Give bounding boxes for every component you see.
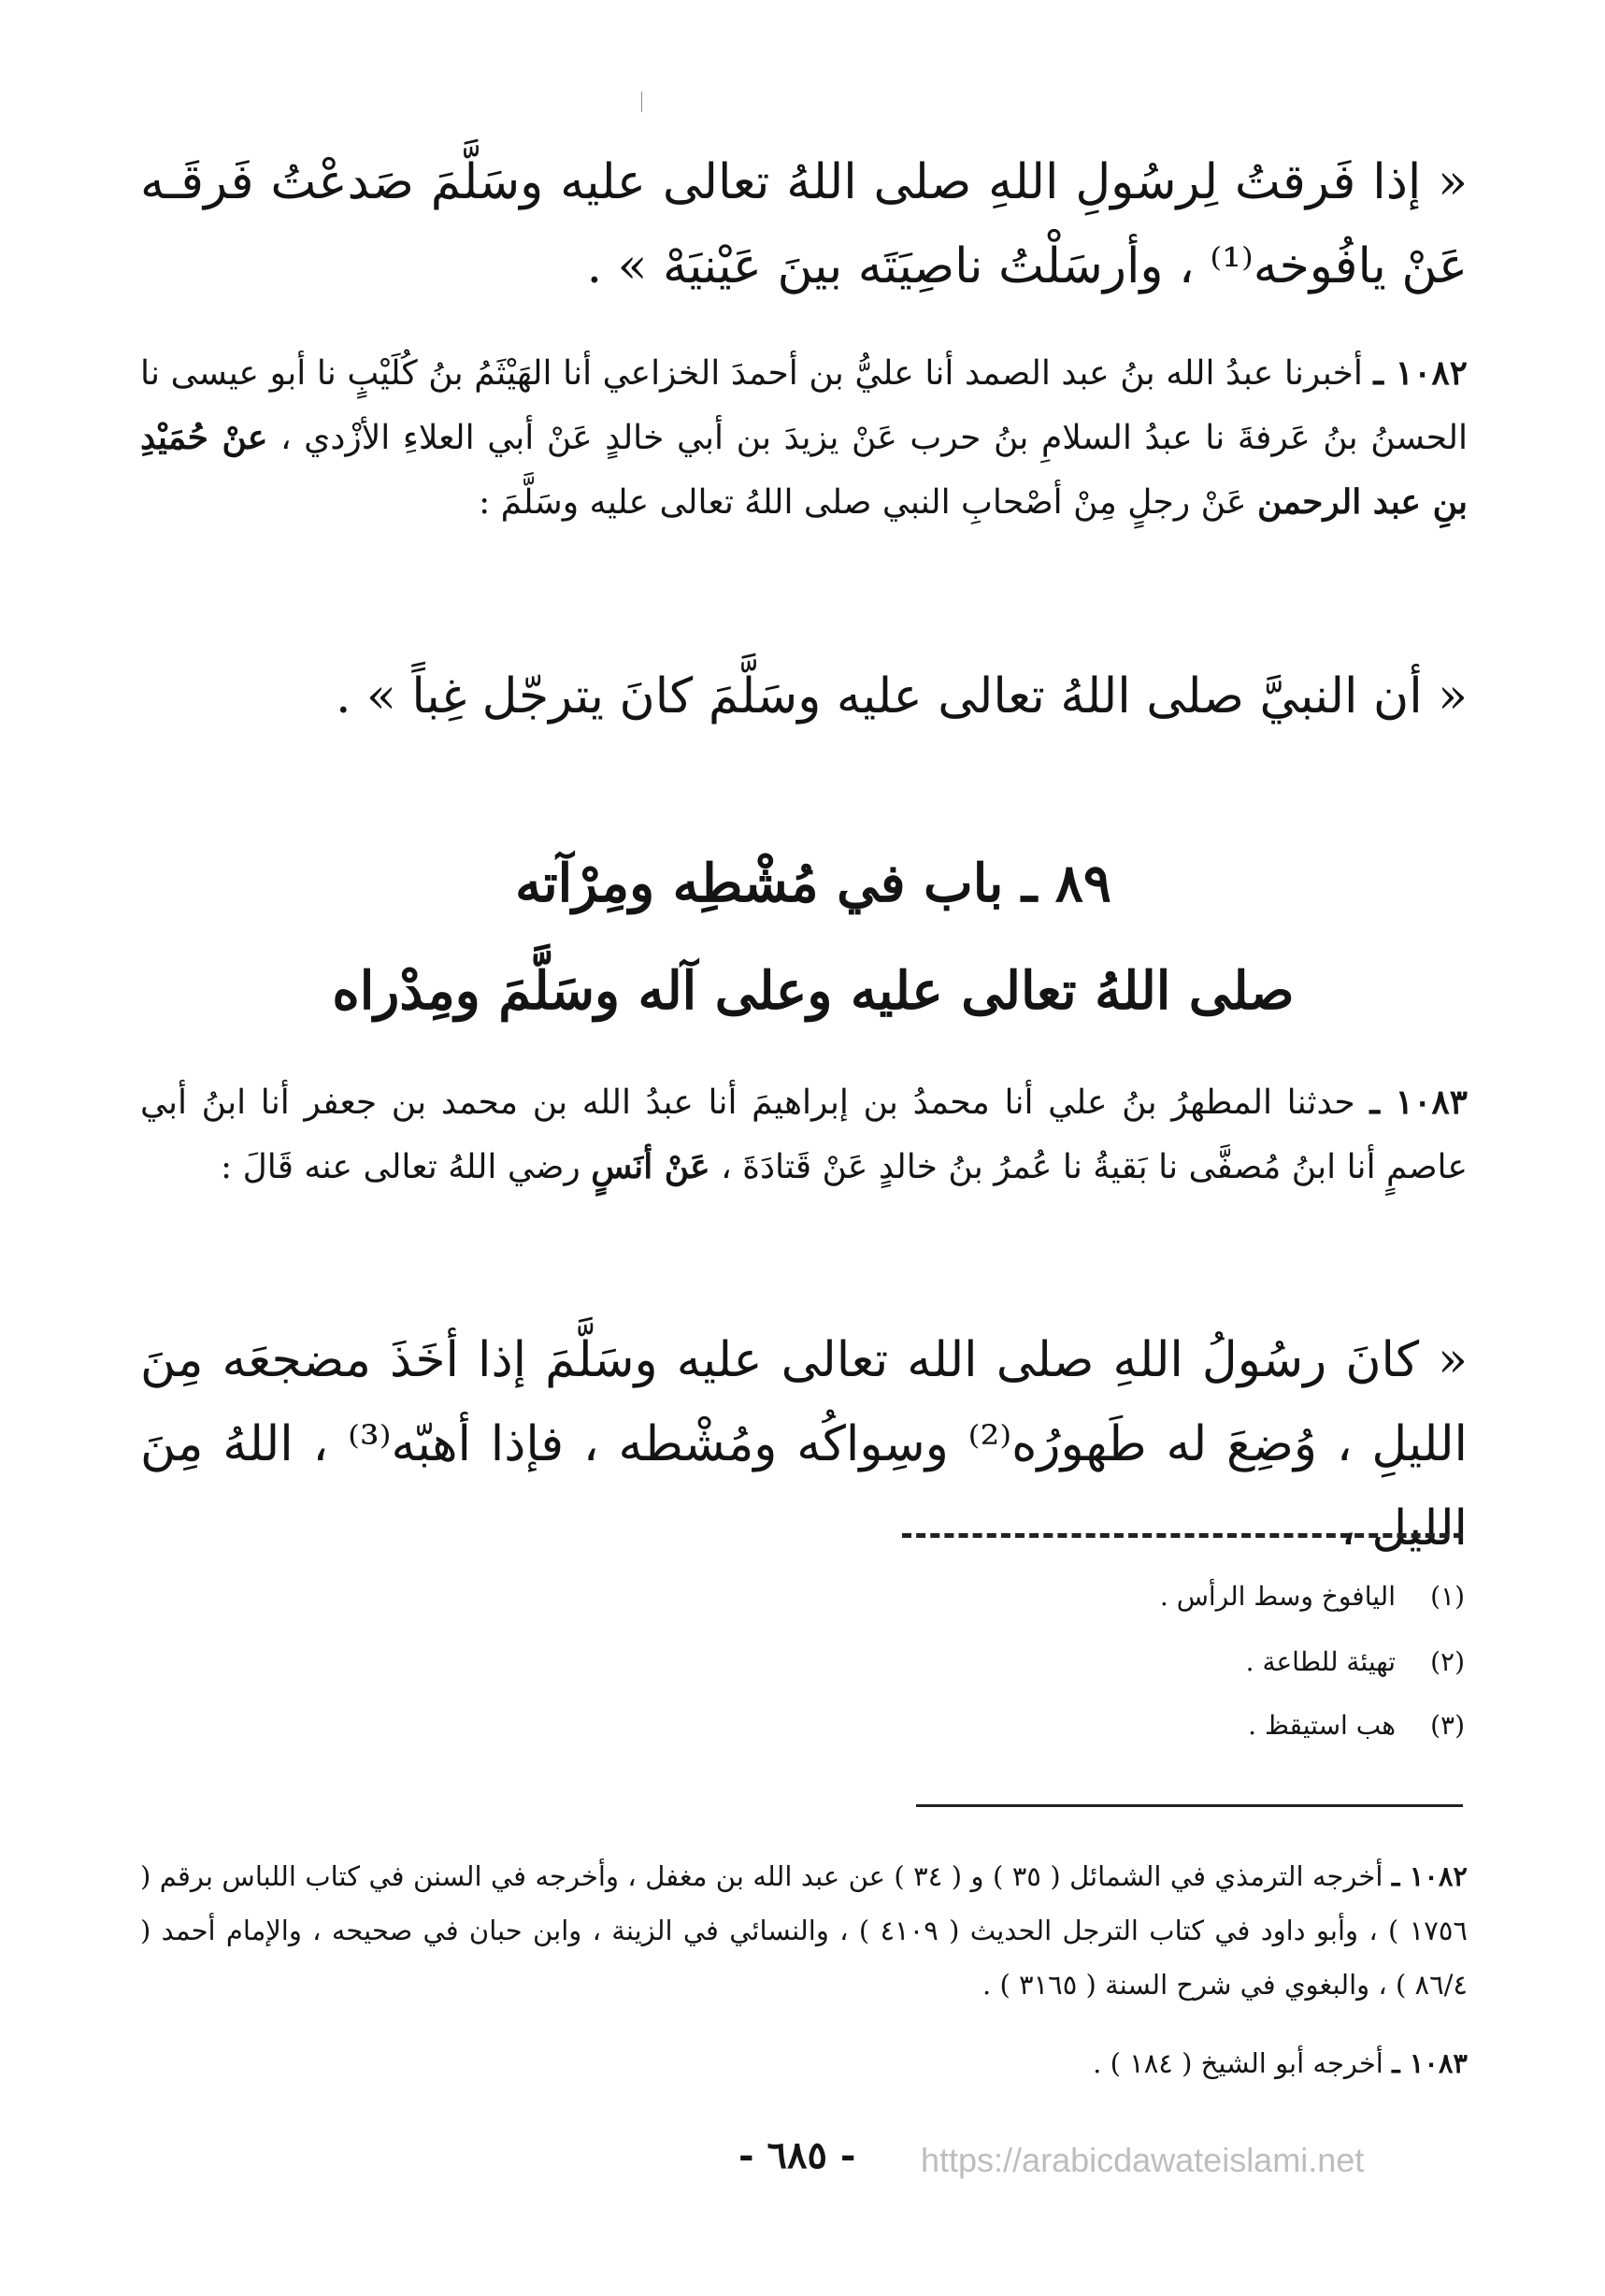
hadith-1082-text: « أن النبيَّ صلى اللهُ تعالى عليه وسَلَّمَ كانَ يترجّل غِباً » . bbox=[335, 668, 1468, 725]
hadith-1081-text: « إذا فَرقتُ لِرسُولِ اللهِ صلى اللهُ تعالى عليه وسَلَّمَ صَدعْتُ فَرقَـه عَنْ يافُوخه⁽¹⁾ ، وأرسَلْتُ ناصِيَتَه بينَ عَيْنيَهْ » . bbox=[140, 154, 1468, 294]
hadith-1083-chain-a: حدثنا المطهرُ بنُ علي أنا محمدُ بن إبراهيمَ أنا عبدُ الله بن محمد بن جعفر أنا ابنُ أبي عاصمٍ أنا ابنُ مُصفَّى نا بَقيةُ نا عُمرُ بنُ خالدٍ عَنْ قَتادَةَ ، bbox=[140, 1083, 1468, 1186]
chapter-heading-line2: صلى اللهُ تعالى عليه وعلى آله وسَلَّمَ ومِدْراه bbox=[332, 960, 1295, 1022]
page-number: - ٦٨٥ - bbox=[738, 2133, 856, 2177]
takhrij-1082-number: ١٠٨٢ ـ bbox=[1391, 1860, 1469, 1892]
footnote-3-number: (٣) bbox=[1430, 1710, 1465, 1741]
takhrij-1083-number: ١٠٨٣ ـ bbox=[1392, 2047, 1468, 2079]
takhrij-1082-text: أخرجه الترمذي في الشمائل ( ٣٥ ) و ( ٣٤ ) عن عبد الله بن مغفل ، وأخرجه في السنن في كتاب اللباس برقم ( ١٧٥٦ ) ، وأبو داود في كتاب الترجل الحديث ( ٤١٠٩ ) ، والنسائي في الزينة ، وابن حبان في صحيحه ، والإمام أحمد ( ٨٦/٤ ) ، والبغوي في شرح السنة ( ٣١٦٥ ) . bbox=[140, 1860, 1468, 2001]
takhrij-1083-text: أخرجه أبو الشيخ ( ١٨٤ ) . bbox=[1093, 2047, 1383, 2079]
hadith-1083-chain-b: رضي اللهُ تعالى عنه قَالَ : bbox=[221, 1148, 580, 1186]
hadith-1083-isnad bbox=[140, 1070, 1468, 1199]
hadith-1082-isnad bbox=[140, 341, 1468, 535]
hadith-text-1081 bbox=[140, 140, 1468, 309]
footnote-1-text: اليافوخ وسط الرأس . bbox=[1159, 1581, 1396, 1612]
hadith-1082-narrator: عنْ حُمَيْدِ بنِ عبد الرحمن bbox=[140, 418, 1468, 522]
hadith-1082-number: ١٠٨٢ ـ bbox=[1373, 353, 1468, 393]
hadith-1082-chain-b: عَنْ رجلٍ مِنْ أصْحابِ النبي صلى اللهُ تعالى عليه وسَلَّمَ : bbox=[479, 483, 1247, 522]
hadith-1083-number: ١٠٨٣ ـ bbox=[1369, 1083, 1468, 1122]
takhrij-divider bbox=[916, 1804, 1463, 1807]
footnote-1-number: (١) bbox=[1430, 1581, 1465, 1612]
footnote-2-text: تهيئة للطاعة . bbox=[1245, 1646, 1396, 1677]
takhrij-1082 bbox=[140, 1849, 1468, 2012]
takhrij-1083 bbox=[140, 2036, 1468, 2090]
footnote-2-number: (٢) bbox=[1430, 1646, 1465, 1677]
hadith-1082-matn bbox=[140, 654, 1468, 739]
hadith-1083-text: « كانَ رسُولُ اللهِ صلى الله تعالى عليه وسَلَّمَ إذا أخَذَ مضجعَه مِنَ الليلِ ، وُضِعَ له طَهورُه⁽²⁾ وسِواكُه ومُشْطه ، فإذا أهبّه⁽³⁾ ، اللهُ مِنَ الليل ، bbox=[140, 1332, 1469, 1557]
footnote-2 bbox=[810, 1643, 1465, 1681]
footnote-divider bbox=[902, 1533, 1463, 1538]
footnote-3 bbox=[810, 1707, 1465, 1744]
footnote-1 bbox=[810, 1578, 1465, 1615]
scan-mark bbox=[641, 92, 642, 112]
footnote-3-text: هب استيقظ . bbox=[1248, 1710, 1396, 1741]
hadith-1082-chain-a: أخبرنا عبدُ الله بنُ عبد الصمد أنا عليُّ بن أحمدَ الخزاعي أنا الهَيْثَمُ بنُ كُلَيْبٍ نا أبو عيسى نا الحسنُ بنُ عَرفةَ نا عبدُ السلامِ بنُ حرب عَنْ يزيدَ بن أبي خالدٍ عَنْ أبي العلاءِ الأزْدي ، bbox=[140, 354, 1469, 457]
chapter-heading-line1: ٨٩ ـ باب في مُشْطِه ومِرْآته bbox=[515, 853, 1111, 914]
hadith-1083-narrator: عَنْ أنَسٍ bbox=[591, 1147, 710, 1186]
watermark-url: https://arabicdawateislami.net bbox=[921, 2141, 1365, 2179]
